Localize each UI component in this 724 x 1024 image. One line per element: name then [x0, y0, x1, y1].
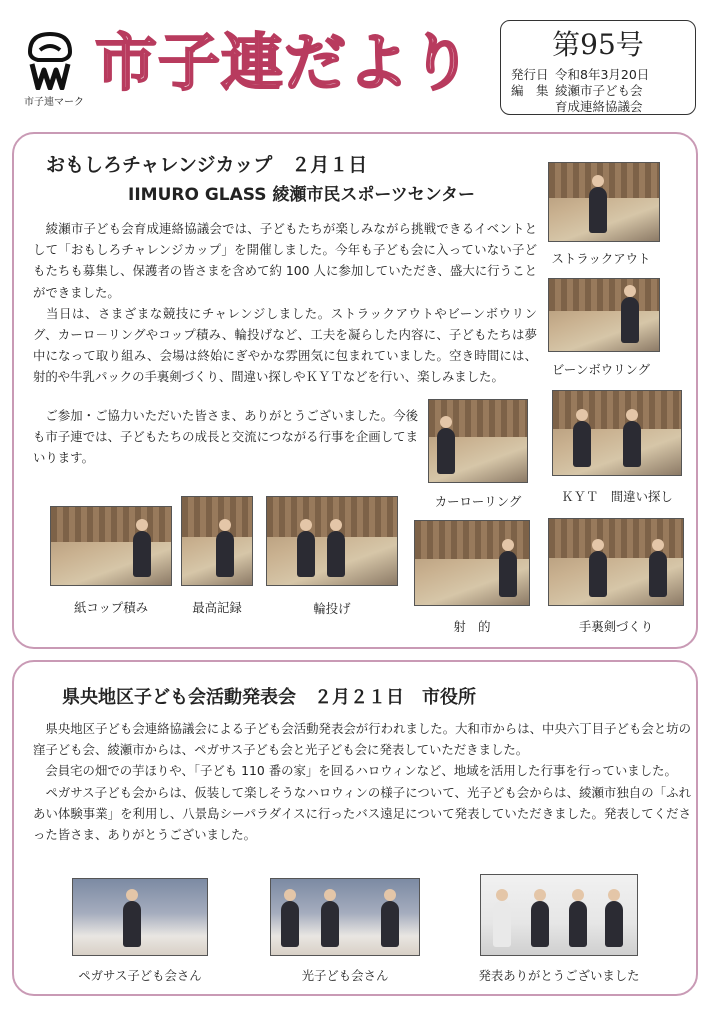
photo-shuriken [548, 518, 684, 606]
section1-title: おもしろチャレンジカップ ２月１日 [46, 154, 368, 176]
photo-struck-out [548, 162, 660, 242]
photo-kyt [552, 390, 682, 476]
caption-struck-out: ストラックアウト [551, 251, 651, 266]
photo-cup-stacking [50, 506, 172, 586]
section1-paragraph: ご参加・ご協力いただいた皆さま、ありがとうございました。今後も市子連では、子どもたちの成長と交流につながる行事を企画してまいります。 [33, 408, 418, 466]
photo-thanks [480, 874, 638, 956]
editor-value-1: 綾瀬市子ども会 [555, 83, 643, 98]
caption-thanks: 発表ありがとうございました [478, 968, 640, 983]
photo-curling [428, 399, 528, 483]
caption-ring-toss: 輪投げ [313, 601, 351, 616]
section1-subtitle: IIMURO GLASS 綾瀬市民スポーツセンター [128, 185, 476, 205]
caption-kyt: ＫＹＴ 間違い探し [561, 489, 673, 504]
photo-pegasus [72, 878, 208, 956]
section2-body [33, 718, 691, 845]
caption-bean-bowling: ビーンボウリング [551, 362, 651, 377]
caption-pegasus: ペガサス子ども会さん [78, 968, 202, 983]
caption-shooting: 射 的 [453, 619, 491, 634]
section1-body-closing [33, 405, 418, 469]
editor-key: 編 集 [511, 83, 549, 98]
photo-record [181, 496, 253, 586]
section1-paragraph: 綾瀬市子ども会育成連絡協議会では、子どもたちが楽しみながら挑戦できるイベントとして「おもしろチャレンジカップ」を開催しました。今年も子ども会に入っていない子どもたちも募集し、保護者の皆さまを含めて約 100 人に参加していただき、盛大に行うことができました。 [33, 221, 537, 300]
section2-paragraph: 会員宅の畑での芋ほりや、「子ども 110 番の家」を回るハロウィンなど、地域を活用した行事を行っていました。 [33, 763, 677, 779]
photo-shooting [414, 520, 530, 606]
caption-hikari: 光子ども会さん [301, 968, 389, 983]
section2-paragraph: 県央地区子ども会連絡協議会による子ども会活動発表会が行われました。大和市からは、中央六丁目子ども会と坊の窪子ども会、綾瀬市からは、ペガサス子ども会と光子ども会に発表していただきました。 [33, 721, 691, 758]
photo-hikari [270, 878, 420, 956]
section2-title: 県央地区子ども会活動発表会 ２月２１日 市役所 [62, 687, 476, 708]
masthead-title: 市子連だより [95, 26, 474, 99]
logo-caption: 市子連マーク [24, 97, 84, 108]
published-value: 令和8年3月20日 [555, 67, 650, 82]
section1-paragraph: 当日は、さまざまな競技にチャレンジしました。ストラックアウトやビーンボウリング、カーロ－リングやコップ積み、輪投げなど、工夫を凝らした内容に、子どもたちは夢中になって取り組み、会場は終始にぎやかな雰囲気に包まれていました。空き時間には、射的や牛乳パックの手裏剣づくり、間違い探しやＫＹＴなどを行い、楽しみました。 [33, 305, 537, 385]
published-key: 発行日 [511, 67, 549, 82]
caption-curling: カーローリング [434, 494, 522, 509]
section2-paragraph: ペガサス子ども会からは、仮装して楽しそうなハロウィンの様子について、光子ども会からは、綾瀬市独自の「ふれあい体験事業」を利用し、八景島シーパラダイスに行ったバス遠足について発表していただきました。発表してくださった皆さま、ありがとうございました。 [33, 784, 691, 843]
children-association-logo-icon [22, 30, 78, 90]
caption-record: 最高記録 [192, 600, 242, 615]
caption-cup-stacking: 紙コップ積み [73, 600, 149, 615]
photo-bean-bowling [548, 278, 660, 352]
caption-shuriken: 手裏剣づくり [578, 619, 654, 634]
section1-body [33, 218, 537, 388]
editor-value-2: 育成連絡協議会 [555, 99, 643, 114]
photo-ring-toss [266, 496, 398, 586]
issue-number: 第95号 [552, 28, 644, 61]
issue-info-box [500, 20, 696, 115]
